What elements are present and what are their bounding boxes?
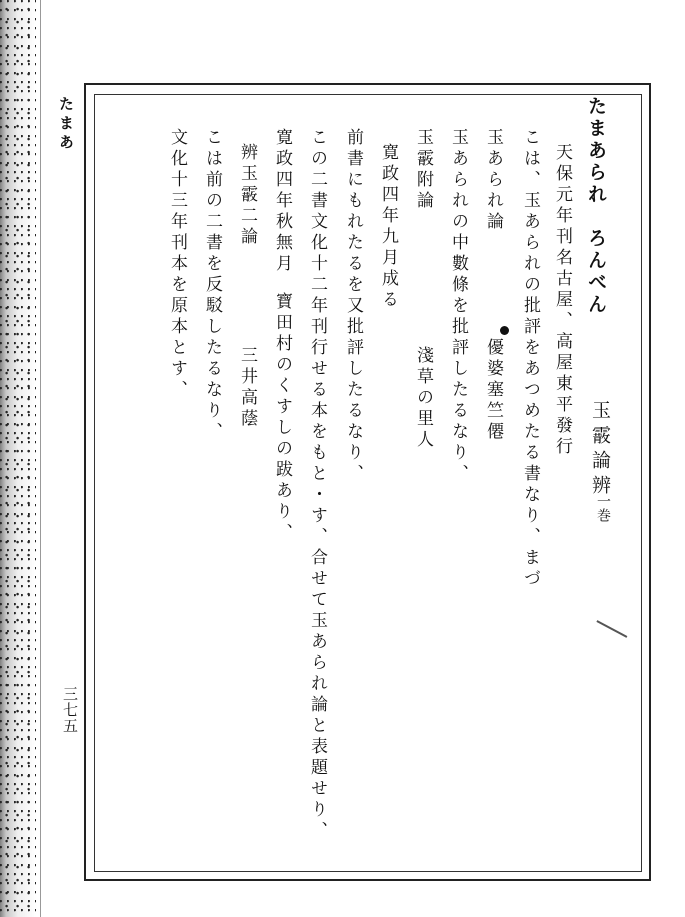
book-title-3: 辨玉霰二論 [237,143,257,248]
book-2-description: 前書にもれたるを又批評したるなり、 [343,128,363,485]
book-title-2: 玉霰附論 [413,128,433,212]
entry-title: たまあられ ろんべん [585,96,607,316]
afterword-date: 寛政四年秋無月 [272,128,292,275]
volume-count: 一巻 [595,494,611,522]
book-title-1: 玉あられ論 [483,128,503,233]
combined-edition-note: この二書文化十二年刊行せる本をもと・す、合せて玉あられ論と表題せり、 [307,128,327,842]
publication-line: 天保元年刊名古屋、高屋東平發行 [552,143,572,458]
book-1-description: 玉あられの中數條を批評したるなり、 [448,128,468,485]
book-2-date: 寛政四年九月成る [378,143,398,311]
scan-binding-edge [0,0,36,917]
author-2: 淺草の里人 [413,346,433,451]
running-head: たまあ [57,96,75,153]
annotation-dot [500,326,509,335]
description-line: こは、玉あられの批評をあつめたる書なり、まづ [520,128,540,590]
entry-subtitle: 玉霰論辨 [589,400,611,500]
book-3-description: こは前の二書を反駁したるなり、 [202,128,222,443]
source-edition-note: 文化十三年刊本を原本とす、 [167,128,187,401]
scan-edge-line [40,0,41,917]
author-1: 優婆塞竺僊 [483,338,503,443]
afterword-note: 寶田村のくすしの跋あり、 [272,292,292,544]
page-number: 三七五 [61,686,79,734]
author-3: 三井高蔭 [237,346,257,430]
